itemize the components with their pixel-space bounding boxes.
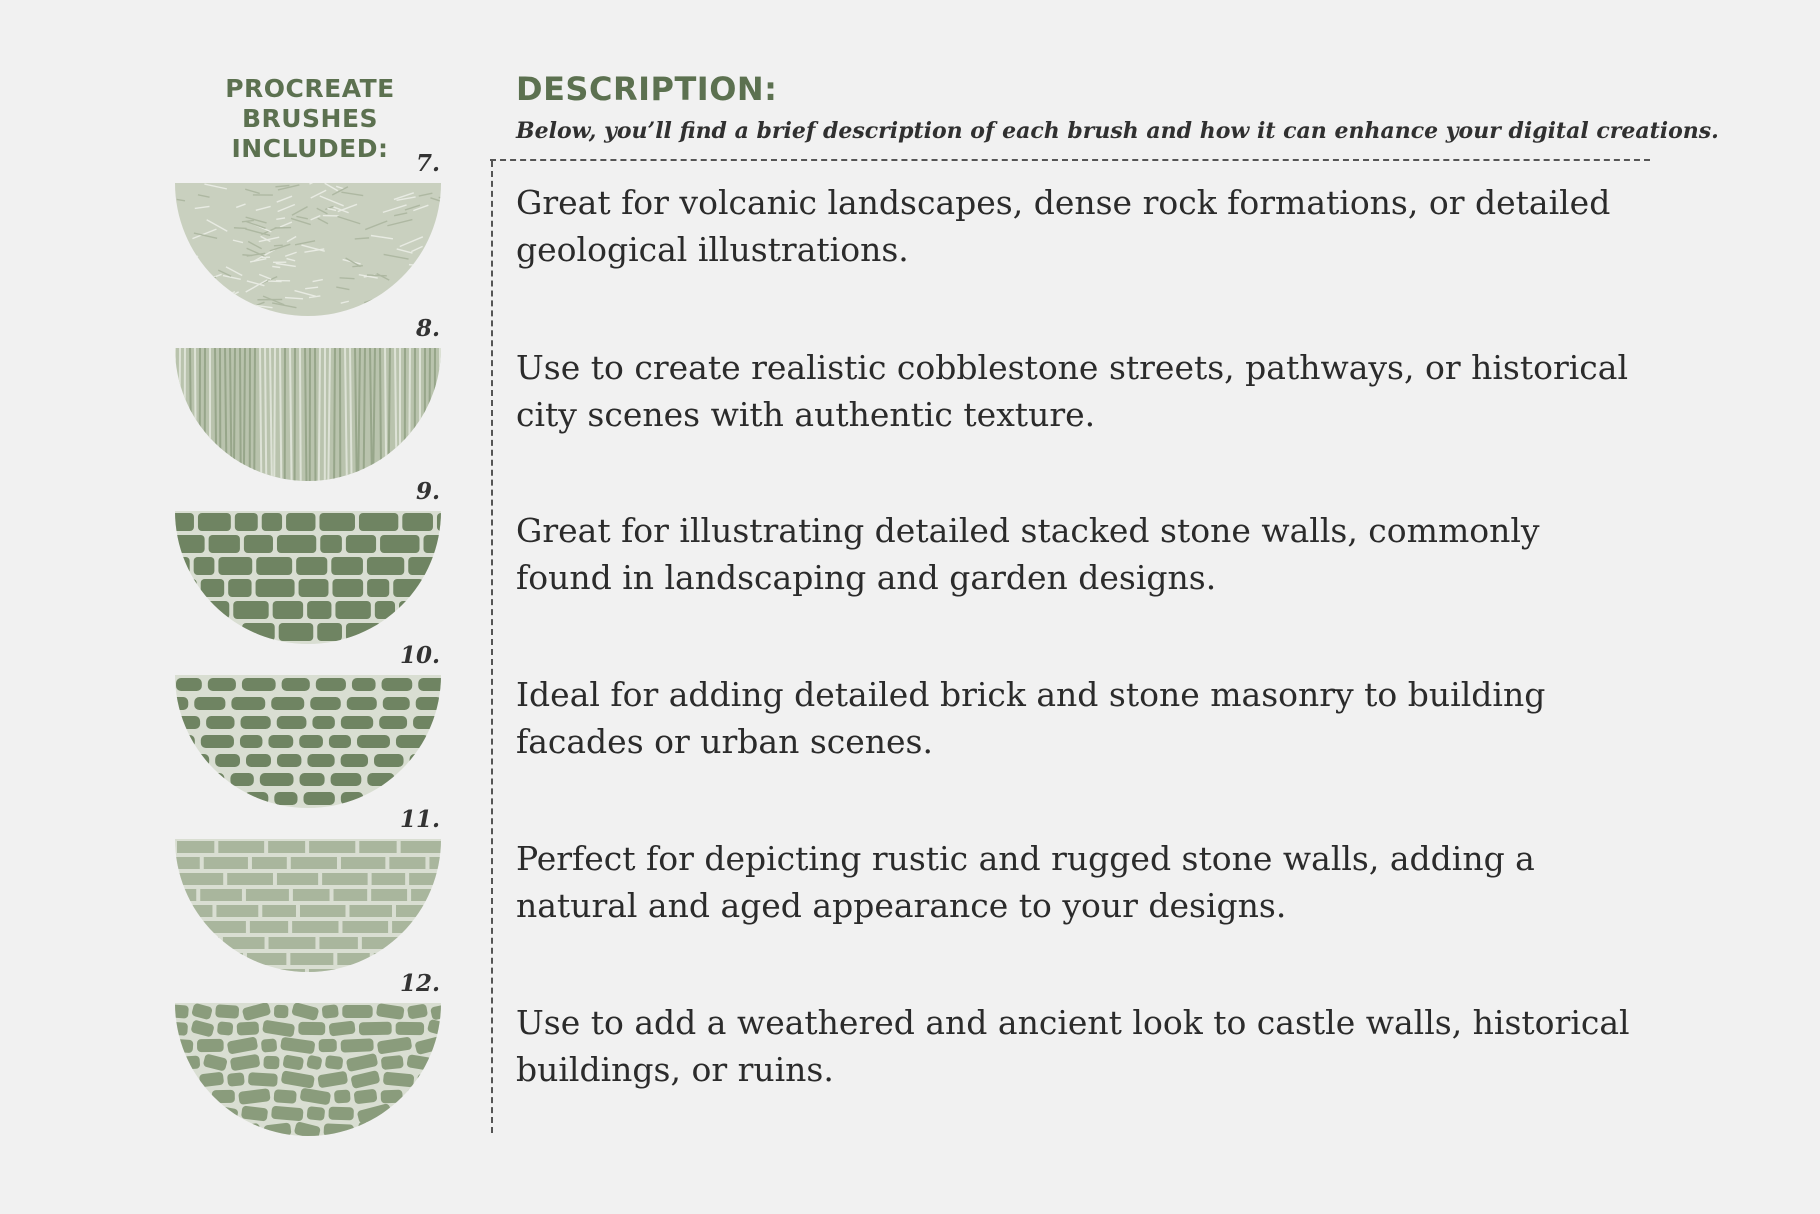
brush-swatch-brick-masonry	[175, 675, 441, 808]
brush-number: 11.	[399, 806, 440, 833]
brush-row	[0, 315, 1820, 475]
brush-description: Great for volcanic landscapes, dense rock formations, or detailed geological illustrations.	[516, 183, 1611, 269]
brush-description: Perfect for depicting rustic and rugged stone walls, adding a natural and aged appearance to your designs.	[516, 839, 1535, 925]
brush-description: Use to add a weathered and ancient look to castle walls, historical buildings, or ruins.	[516, 1003, 1630, 1089]
brush-row	[0, 150, 1820, 310]
brush-row	[0, 806, 1820, 966]
brush-description: Use to create realistic cobblestone streets, pathways, or historical city scenes with authentic texture.	[516, 348, 1628, 434]
description-subtitle: Below, you’ll find a brief description of each brush and how it can enhance your digital creations.	[516, 118, 1719, 144]
brush-row	[0, 642, 1820, 802]
brush-number: 10.	[399, 642, 440, 669]
brush-number: 12.	[399, 970, 440, 997]
brushes-heading-line2: BRUSHES INCLUDED:	[231, 104, 389, 163]
brush-row	[0, 478, 1820, 638]
brush-swatch-rustic-brick	[175, 839, 441, 972]
brush-swatch-ancient-stone	[175, 1003, 441, 1136]
brush-description: Great for illustrating detailed stacked stone walls, commonly found in landscaping and garden designs.	[516, 511, 1540, 597]
brushes-heading-line1: PROCREATE	[225, 74, 395, 103]
brush-description: Ideal for adding detailed brick and stone masonry to building facades or urban scenes.	[516, 675, 1546, 761]
brush-number: 9.	[415, 478, 440, 505]
brush-number: 7.	[415, 150, 440, 177]
brush-swatch-rock-lines	[175, 183, 441, 316]
brush-swatch-stacked-stone	[175, 511, 441, 644]
brush-swatch-cobble-stripes	[175, 348, 441, 481]
brush-row	[0, 970, 1820, 1130]
description-heading: DESCRIPTION:	[516, 70, 778, 108]
brush-number: 8.	[415, 315, 440, 342]
